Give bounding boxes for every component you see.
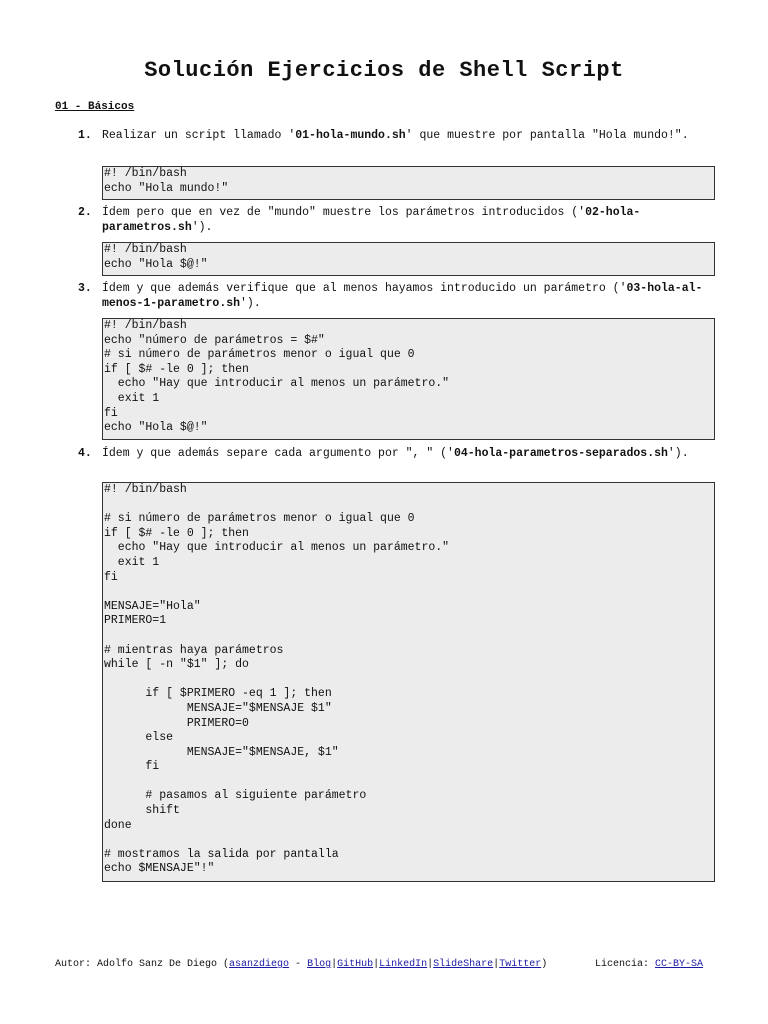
exercise-text-after: ').	[240, 297, 261, 310]
author-prefix: Autor: Adolfo Sanz De Diego (	[55, 959, 230, 970]
document-title: Solución Ejercicios de Shell Script	[144, 58, 624, 83]
exercise-text	[102, 446, 714, 461]
exercise-number: 1.	[78, 129, 92, 142]
exercise-text	[102, 205, 714, 235]
code-block: #! /bin/bash echo "número de parámetros = $#" # si número de parámetros menor o igual que 0 if [ $# -le 0 ]; then echo "Hay que introducir al menos un parámetro." exit 1 fi echo "Hola $@!"	[102, 318, 715, 440]
exercise-number: 3.	[78, 282, 92, 295]
exercise-item	[78, 446, 714, 478]
exercise-filename: 03-hola-al-menos-1-parametro.sh	[102, 282, 703, 310]
license-link[interactable]: CC-BY-SA	[655, 959, 704, 970]
footer-separator: |	[427, 959, 434, 970]
footer-separator: |	[331, 959, 338, 970]
footer-separator: |	[373, 959, 380, 970]
exercise-item	[78, 128, 714, 160]
code-block: #! /bin/bash # si número de parámetros menor o igual que 0 if [ $# -le 0 ]; then echo "Hay que introducir al menos un parámetro." exit 1 fi MENSAJE="Hola" PRIMERO=1 # mientras haya parámetros while [ -n "$1" ]; do if [ $PRIMERO -eq 1 ]; then MENSAJE="$MENSAJE $1" PRIMERO=0 else MENSAJE="$MENSAJE, $1" fi # pasamos al siguiente parámetro shift done # mostramos la salida por pantalla echo $MENSAJE"!"	[102, 482, 715, 882]
exercise-text-after: ').	[667, 447, 689, 460]
exercise-text-before: Ídem pero que en vez de "mundo" muestre los parámetros introducidos ('	[102, 206, 586, 219]
footer-dash: -	[289, 959, 308, 970]
exercise-filename: 02-hola-parametros.sh	[102, 206, 641, 234]
exercise-text	[102, 128, 714, 143]
exercise-item	[78, 205, 714, 237]
footer-separator: |	[493, 959, 500, 970]
page-footer	[55, 959, 715, 970]
exercise-text-before: Realizar un script llamado '	[102, 129, 296, 142]
exercise-number: 2.	[78, 206, 92, 219]
exercise-filename: 04-hola-parametros-separados.sh	[453, 447, 668, 460]
exercise-item	[78, 281, 714, 313]
blog-link[interactable]: Blog	[307, 959, 332, 970]
exercise-number: 4.	[78, 447, 92, 460]
slideshare-link[interactable]: SlideShare	[433, 959, 494, 970]
exercise-filename: 01-hola-mundo.sh	[295, 129, 406, 142]
code-block: #! /bin/bash echo "Hola $@!"	[102, 242, 715, 276]
code-block: #! /bin/bash echo "Hola mundo!"	[102, 166, 715, 200]
twitter-link[interactable]: Twitter	[499, 959, 542, 970]
author-user-link[interactable]: asanzdiego	[229, 959, 290, 970]
exercise-text	[102, 281, 714, 311]
linkedin-link[interactable]: LinkedIn	[379, 959, 428, 970]
exercise-text-before: Ídem y que además separe cada argumento por ", " ('	[102, 447, 454, 460]
exercise-text-before: Ídem y que además verifique que al menos hayamos introducido un parámetro ('	[102, 282, 627, 295]
license	[595, 959, 703, 970]
exercise-text-after: ' que muestre por pantalla "Hola mundo!".	[405, 129, 689, 142]
github-link[interactable]: GitHub	[337, 959, 374, 970]
author-suffix: )	[541, 959, 548, 970]
section-heading: 01 - Básicos	[55, 101, 135, 113]
license-label: Licencia:	[595, 959, 656, 970]
exercise-text-after: ').	[191, 221, 213, 234]
